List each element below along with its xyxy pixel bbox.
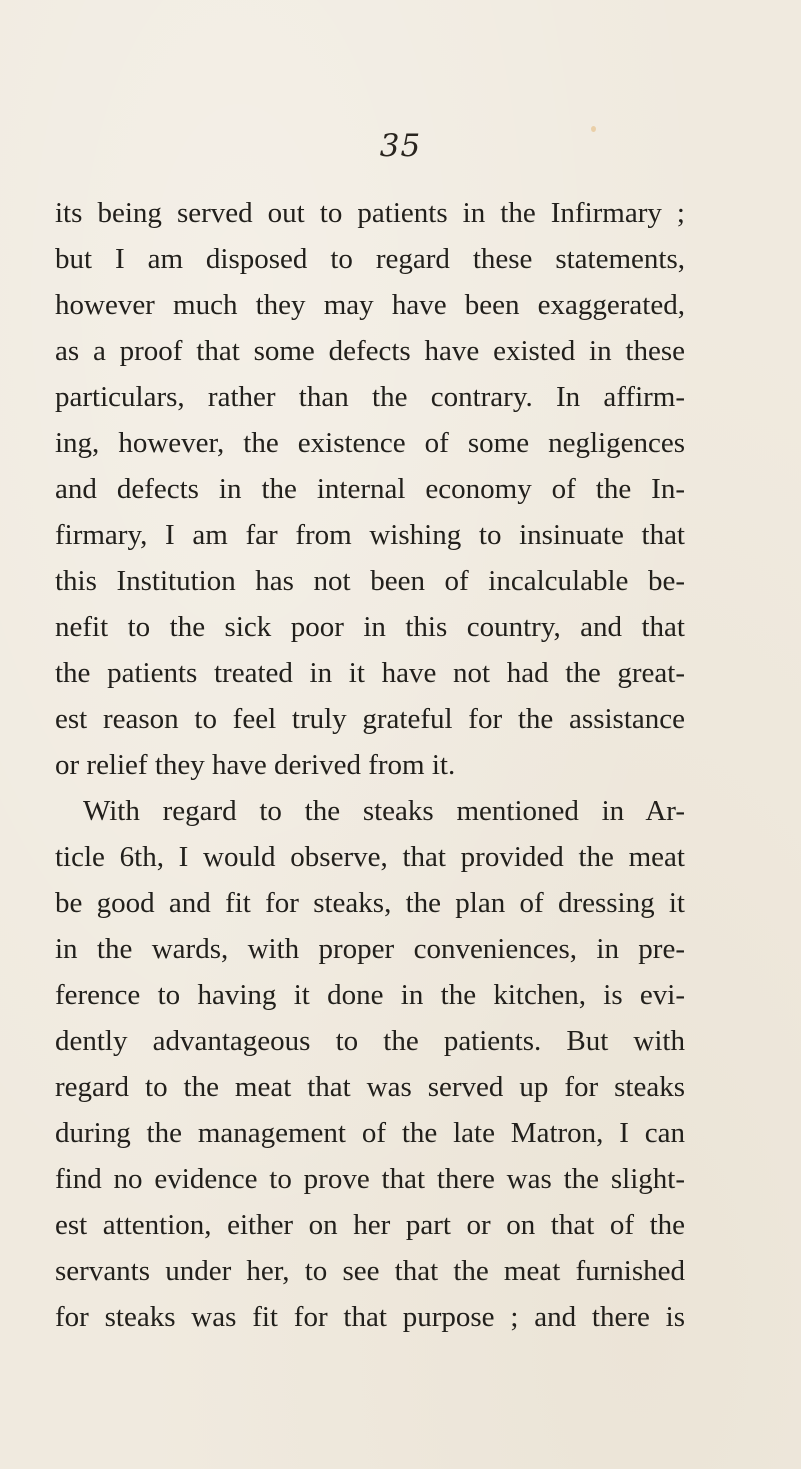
text-line: its being served out to patients in the Infirmary ;	[55, 197, 685, 229]
text-line: but I am disposed to regard these statements,	[55, 243, 685, 275]
text-line: the patients treated in it have not had the great-	[55, 657, 685, 689]
text-line: ticle 6th, I would observe, that provided the meat	[55, 841, 685, 873]
text-line: however much they may have been exaggerated,	[55, 289, 685, 321]
text-line: during the management of the late Matron, I can	[55, 1117, 685, 1149]
text-line: particulars, rather than the contrary. In affirm-	[55, 381, 685, 413]
text-line: find no evidence to prove that there was the slight-	[55, 1163, 685, 1195]
text-line: regard to the meat that was served up for steaks	[55, 1071, 685, 1103]
text-line: ing, however, the existence of some negligences	[55, 427, 685, 459]
text-line: ference to having it done in the kitchen, is evi-	[55, 979, 685, 1011]
body-text	[55, 190, 685, 1340]
text-line: servants under her, to see that the meat furnished	[55, 1255, 685, 1287]
paragraph-start-line: With regard to the steaks mentioned in Ar-	[83, 795, 685, 827]
page-number: 35	[379, 128, 422, 164]
paragraph-end-line: or relief they have derived from it.	[55, 749, 456, 781]
text-line: as a proof that some defects have existed in these	[55, 335, 685, 367]
text-line: for steaks was fit for that purpose ; and there is	[55, 1301, 685, 1333]
text-line: firmary, I am far from wishing to insinuate that	[55, 519, 685, 551]
text-line: nefit to the sick poor in this country, and that	[55, 611, 685, 643]
text-line: and defects in the internal economy of the In-	[55, 473, 685, 505]
text-line: this Institution has not been of incalculable be-	[55, 565, 685, 597]
text-line: in the wards, with proper conveniences, in pre-	[55, 933, 685, 965]
text-line: be good and fit for steaks, the plan of dressing it	[55, 887, 685, 919]
text-line: est attention, either on her part or on that of the	[55, 1209, 685, 1241]
text-line: dently advantageous to the patients. But with	[55, 1025, 685, 1057]
text-line: est reason to feel truly grateful for the assistance	[55, 703, 685, 735]
